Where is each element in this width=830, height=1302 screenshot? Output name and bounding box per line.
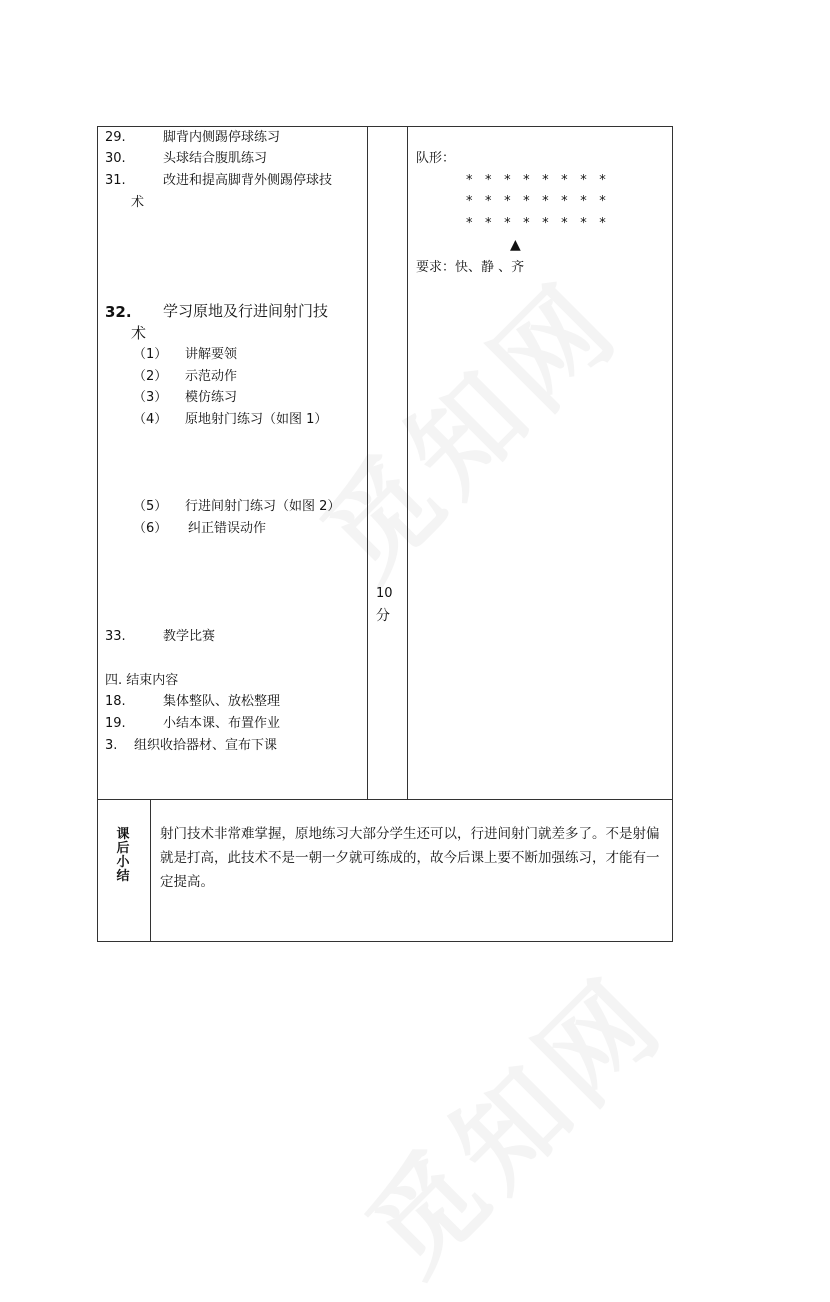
time-unit: 分 <box>376 608 390 624</box>
item-18-text: 集体整队、放松整理 <box>163 694 281 709</box>
sub-item-5-text: 行进间射门练习（如图 2） <box>185 499 341 514</box>
item-32-continuation: 术 <box>131 324 147 342</box>
summary-label-divider <box>150 799 151 942</box>
item-31-continuation: 术 <box>131 195 145 210</box>
item-31-text: 改进和提高脚背外侧踢停球技 <box>163 173 333 188</box>
item-19-text: 小结本课、布置作业 <box>163 716 281 731</box>
item-32-text: 学习原地及行进间射门技 <box>163 302 329 320</box>
time-value: 10 <box>376 586 393 601</box>
formation-label: 队形： <box>416 151 456 166</box>
sub-item-1-text: 讲解要领 <box>185 347 238 362</box>
sub-item-6-text: 纠正错误动作 <box>188 521 267 536</box>
item-3-text: 组织收拾器材、宣布下课 <box>134 738 278 753</box>
section-four-heading: 四. 结束内容 <box>105 673 179 688</box>
item-19-number: 19. <box>105 716 126 731</box>
summary-label-char-3: 小 <box>116 855 130 870</box>
column-divider-right <box>407 126 408 800</box>
sub-item-2-text: 示范动作 <box>185 369 238 384</box>
item-32-number: 32. <box>105 303 132 321</box>
watermark-bottom <box>327 936 693 1302</box>
item-30-text: 头球结合腹肌练习 <box>163 151 268 166</box>
column-divider-left <box>367 126 368 800</box>
sub-item-4-number: （4） <box>133 412 168 427</box>
summary-label-char-2: 后 <box>116 841 130 856</box>
sub-item-6-number: （6） <box>133 521 168 536</box>
item-29-text: 脚背内侧踢停球练习 <box>163 130 281 145</box>
item-3-number: 3. <box>105 738 118 753</box>
lesson-table <box>97 126 673 942</box>
row-divider <box>97 799 673 800</box>
item-33-text: 教学比赛 <box>163 629 216 644</box>
summary-label-char-4: 结 <box>116 869 130 884</box>
requirement-text: 要求：快、静 、齐 <box>416 260 525 275</box>
sub-item-1-number: （1） <box>133 347 168 362</box>
item-29-number: 29. <box>105 130 126 145</box>
summary-label-char-1: 课 <box>116 827 130 842</box>
item-18-number: 18. <box>105 694 126 709</box>
sub-item-4-text: 原地射门练习（如图 1） <box>185 412 328 427</box>
formation-star-row-1: * * * * * * * * <box>466 173 610 188</box>
summary-label <box>113 828 133 884</box>
formation-star-row-3: * * * * * * * * <box>466 216 610 231</box>
teacher-triangle-icon: ▲ <box>510 237 521 253</box>
summary-text: 射门技术非常难掌握，原地练习大部分学生还可以，行进间射门就差多了。不是射偏就是打高，此技术不是一朝一夕就可练成的，故今后课上要不断加强练习，才能有一定提高。 <box>160 826 660 890</box>
item-31-number: 31. <box>105 173 126 188</box>
sub-item-3-text: 模仿练习 <box>185 390 238 405</box>
formation-star-row-2: * * * * * * * * <box>466 194 610 209</box>
sub-item-2-number: （2） <box>133 369 168 384</box>
sub-item-3-number: （3） <box>133 390 168 405</box>
item-33-number: 33. <box>105 629 126 644</box>
sub-item-5-number: （5） <box>133 499 168 514</box>
item-30-number: 30. <box>105 151 126 166</box>
